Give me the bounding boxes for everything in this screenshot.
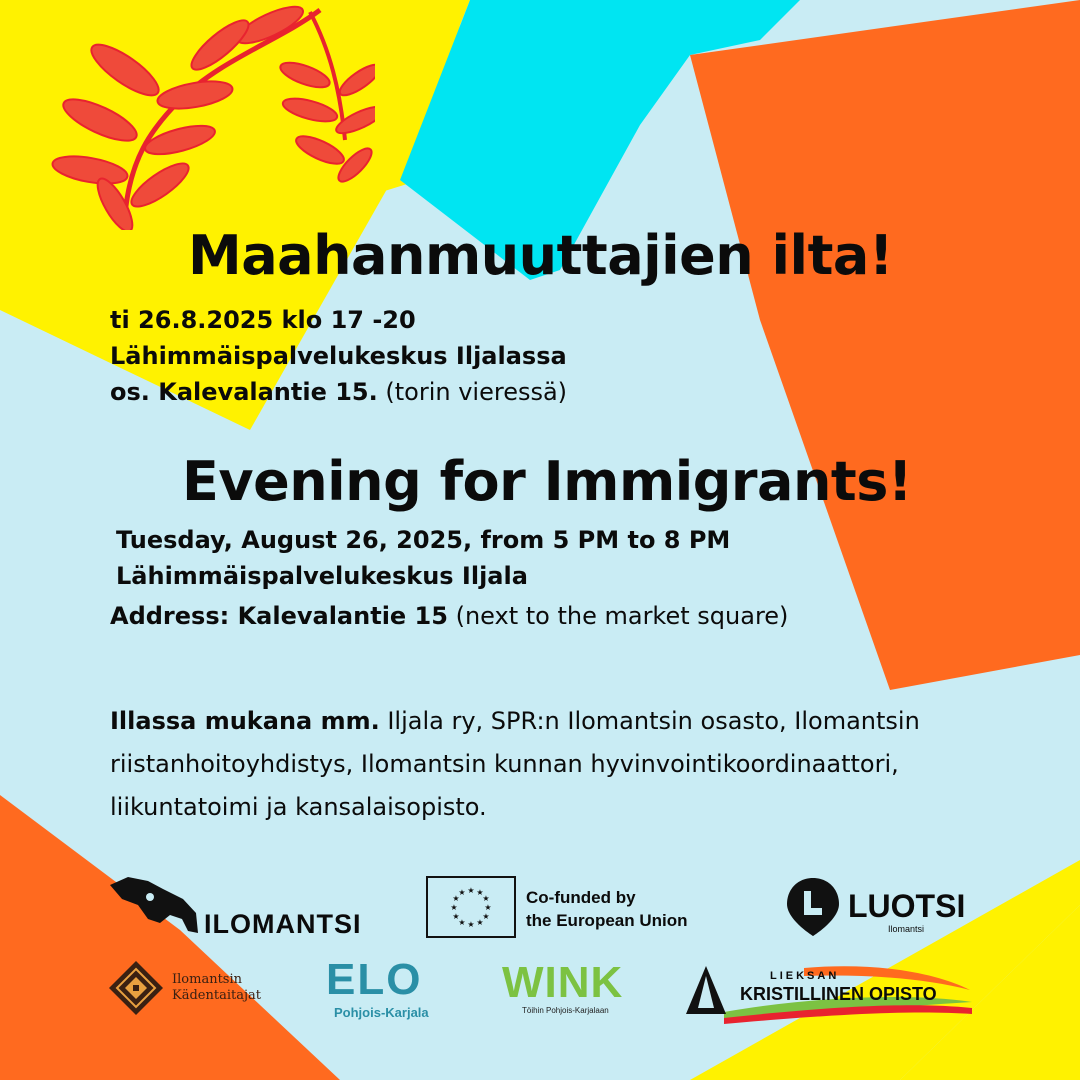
address-english: Address: Kalevalantie 15 <box>110 602 448 630</box>
svg-text:★: ★ <box>452 912 460 921</box>
luotsi-logo-subtext: Ilomantsi <box>888 924 925 934</box>
ilomantsi-logo <box>108 875 368 940</box>
svg-text:★: ★ <box>476 918 484 927</box>
elo-logo-text: ELO <box>326 955 423 1004</box>
luotsi-pin-icon <box>784 876 842 938</box>
wink-logo-subtext: Töihin Pohjois-Karjalaan <box>522 1006 609 1015</box>
eu-cofunded-logo <box>426 876 726 940</box>
participants-lead: Illassa mukana mm. <box>110 707 380 735</box>
svg-text:★: ★ <box>458 918 466 927</box>
rowan-leaf-illustration <box>30 0 375 230</box>
eu-logo-line2: the European Union <box>526 911 688 930</box>
elo-logo-subtext: Pohjois-Karjala <box>334 1005 429 1020</box>
heading-finnish: Maahanmuuttajien ilta! <box>188 224 893 287</box>
ilomantsi-bear-icon <box>108 875 203 937</box>
participants-paragraph <box>110 700 990 829</box>
date-time-english: Tuesday, August 26, 2025, from 5 PM to 8 PM <box>116 526 731 554</box>
svg-text:★: ★ <box>450 903 458 912</box>
elo-logo <box>322 955 452 1023</box>
lieksan-logo-line1: LIEKSAN <box>770 970 840 982</box>
wink-logo <box>500 958 640 1018</box>
eu-logo-text <box>526 886 688 932</box>
address-finnish: os. Kalevalantie 15. <box>110 378 378 406</box>
kadentaitajat-ornament-icon <box>108 960 164 1016</box>
participants-list: Iljala ry, SPR:n Ilomantsin osasto, Ilomantsin riistanhoitoyhdistys, Ilomantsin kunnan hyvinvointikoordinaattori, liikuntatoimi ja kansalaisopisto. <box>110 707 920 821</box>
svg-text:★: ★ <box>467 920 475 929</box>
wink-logo-text: WINK <box>502 958 624 1007</box>
eu-flag-icon <box>426 876 516 938</box>
svg-text:★: ★ <box>482 894 490 903</box>
ilomantsi-logo-text: ILOMANTSI <box>204 909 362 939</box>
lieksan-logo-line2: KRISTILLINEN OPISTO <box>740 984 937 1004</box>
event-info-finnish <box>110 302 567 410</box>
event-info-english <box>110 522 788 634</box>
date-time-finnish: ti 26.8.2025 klo 17 -20 <box>110 306 416 334</box>
venue-english: Lähimmäispalvelukeskus Iljala <box>116 562 528 590</box>
svg-text:★: ★ <box>452 894 460 903</box>
venue-finnish: Lähimmäispalvelukeskus Iljalassa <box>110 342 567 370</box>
svg-text:★: ★ <box>484 903 492 912</box>
address-note-finnish: (torin vieressä) <box>377 378 568 406</box>
kadentaitajat-logo-text <box>172 972 261 1004</box>
luotsi-logo-text: LUOTSI <box>848 888 966 924</box>
kadentaitajat-line1: Ilomantsin <box>172 972 242 987</box>
heading-english: Evening for Immigrants! <box>182 450 912 513</box>
luotsi-logo <box>784 876 984 942</box>
kadentaitajat-logo <box>108 960 278 1016</box>
lieksan-kristillinen-opisto-logo <box>684 962 974 1024</box>
svg-text:★: ★ <box>482 912 490 921</box>
svg-text:★: ★ <box>458 888 466 897</box>
address-note-english: (next to the market square) <box>447 602 789 630</box>
kadentaitajat-line2: Kädentaitajat <box>172 988 261 1003</box>
eu-logo-line1: Co-funded by <box>526 888 636 907</box>
svg-text:★: ★ <box>467 886 475 895</box>
svg-text:★: ★ <box>476 888 484 897</box>
